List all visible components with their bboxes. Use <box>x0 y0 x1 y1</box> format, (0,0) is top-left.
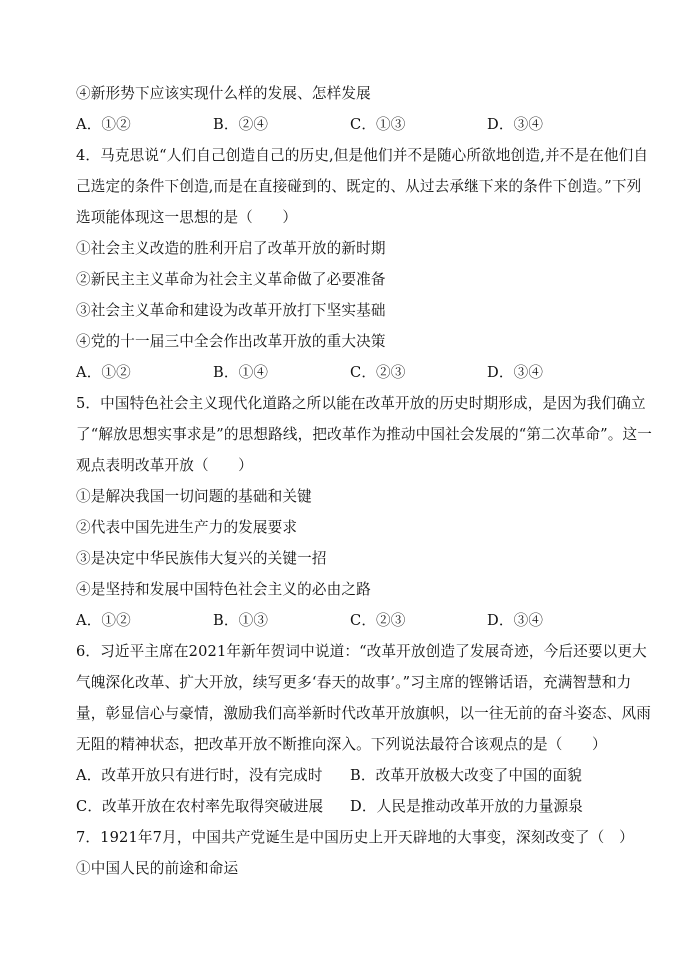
q3-option-c: C．①③ <box>350 116 406 133</box>
q7-stem-line-1: 7．1921年7月，中国共产党诞生是中国历史上开天辟地的大事变，深刻改变了（ ） <box>76 829 634 846</box>
q6-stem-line-1: 6．习近平主席在2021年新年贺词中说道：“改革开放创造了发展奇迹，今后还要以更大 <box>76 643 647 660</box>
q4-option-d: D．③④ <box>487 364 544 381</box>
q6-options-row-2 <box>76 791 624 822</box>
q6-stem-line-2: 气魄深化改革、扩大开放，续写更多‘春天的故事’。”习主席的铿锵话语，充满智慧和力 <box>76 674 632 691</box>
q4-item-4: ④党的十一届三中全会作出改革开放的重大决策 <box>76 333 386 350</box>
q6-option-a: A．改革开放只有进行时，没有完成时 <box>76 767 323 784</box>
q5-item-1: ①是解决我国一切问题的基础和关键 <box>76 488 312 505</box>
q5-option-c: C．②③ <box>350 612 406 629</box>
q7-item-1: ①中国人民的前途和命运 <box>76 860 239 877</box>
q5-item-4: ④是坚持和发展中国特色社会主义的必由之路 <box>76 581 371 598</box>
q4-stem-line-2: 己选定的条件下创造,而是在直接碰到的、既定的、从过去承继下来的条件下创造。”下列 <box>76 178 642 195</box>
q6-options-row-1 <box>76 760 624 791</box>
q4-stem-line-1: 4．马克思说“人们自己创造自己的历史,但是他们并不是随心所欲地创造,并不是在他们自 <box>76 147 649 164</box>
q5-option-b: B．①③ <box>213 612 269 629</box>
q5-item-3: ③是决定中华民族伟大复兴的关键一招 <box>76 550 327 567</box>
q5-options <box>76 605 624 636</box>
q3-item-4: ④新形势下应该实现什么样的发展、怎样发展 <box>76 85 371 102</box>
q4-option-a: A．①② <box>76 364 131 381</box>
q4-stem-line-3: 选项能体现这一思想的是（ ） <box>76 209 298 226</box>
q6-option-d: D．人民是推动改革开放的力量源泉 <box>350 798 584 815</box>
q4-options <box>76 357 624 388</box>
q5-item-2: ②代表中国先进生产力的发展要求 <box>76 519 298 536</box>
q4-item-1: ①社会主义改造的胜利开启了改革开放的新时期 <box>76 240 386 257</box>
q3-options <box>76 109 624 140</box>
q5-stem-line-1: 5．中国特色社会主义现代化道路之所以能在改革开放的历史时期形成，是因为我们确立 <box>76 395 646 412</box>
q4-item-2: ②新民主主义革命为社会主义革命做了必要准备 <box>76 271 386 288</box>
q4-option-b: B．①④ <box>213 364 269 381</box>
q6-option-c: C．改革开放在农村率先取得突破进展 <box>76 798 324 815</box>
q5-stem-line-3: 观点表明改革开放（ ） <box>76 457 253 474</box>
q3-option-a: A．①② <box>76 116 131 133</box>
q3-option-d: D．③④ <box>487 116 544 133</box>
q3-option-b: B．②④ <box>213 116 269 133</box>
q5-stem-line-2: 了“解放思想实事求是”的思想路线，把改革作为推动中国社会发展的“第二次革命”。这一 <box>76 426 652 443</box>
q5-option-d: D．③④ <box>487 612 544 629</box>
question-content <box>76 78 652 884</box>
q5-option-a: A．①② <box>76 612 131 629</box>
q6-stem-line-4: 无阻的精神状态，把改革开放不断推向深入。下列说法最符合该观点的是（ ） <box>76 736 607 753</box>
q4-option-c: C．②③ <box>350 364 406 381</box>
q4-item-3: ③社会主义革命和建设为改革开放打下坚实基础 <box>76 302 386 319</box>
q6-stem-line-3: 量，彰显信心与豪情，激励我们高举新时代改革开放旗帜，以一往无前的奋斗姿态、风雨 <box>76 705 652 722</box>
q6-option-b: B．改革开放极大改变了中国的面貌 <box>350 767 583 784</box>
